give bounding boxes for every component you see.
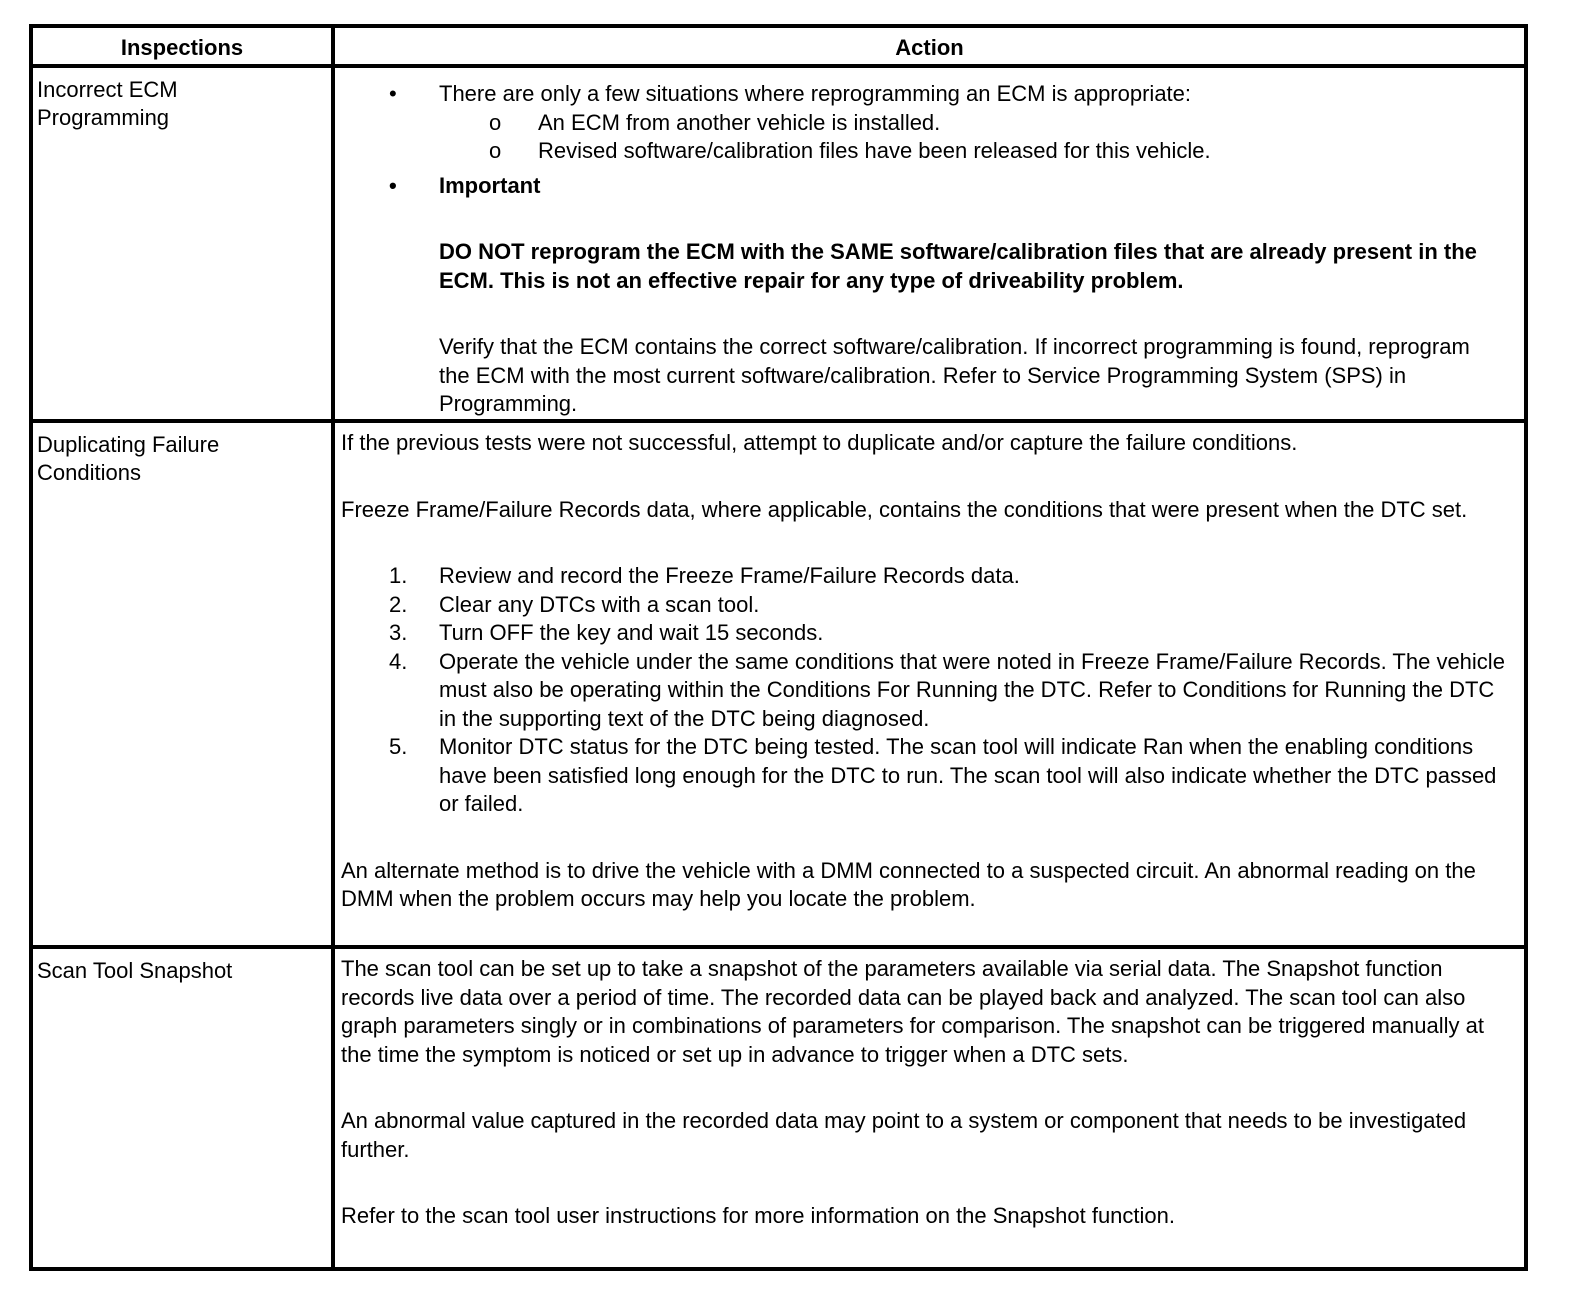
inspection-cell: Duplicating Failure Conditions [37, 432, 220, 485]
list-item [341, 562, 1518, 591]
bullet-icon: • [389, 172, 397, 198]
alternate-method-text: An alternate method is to drive the vehicle with a DMM connected to a suspected circuit. An abnormal reading on the DMM when the problem occurs may help you locate the problem. [341, 857, 1476, 911]
step-text: Review and record the Freeze Frame/Failure Records data. [439, 563, 1020, 588]
inspection-table [29, 24, 1528, 1271]
step-number: 3. [389, 620, 408, 645]
table-row [33, 68, 1524, 423]
header-inspections: Inspections [33, 28, 335, 64]
step-number: 5. [389, 734, 408, 759]
step-text: Clear any DTCs with a scan tool. [439, 591, 760, 617]
refer-text: Refer to the scan tool user instructions for more information on the Snapshot function. [341, 1203, 1176, 1228]
list-item [341, 619, 1518, 648]
step-number: 2. [389, 591, 408, 617]
important-text: DO NOT reprogram the ECM with the SAME software/calibration files that are already present in the ECM. This is not an effective repair for any type of driveability problem. [439, 239, 1477, 293]
intro-text: If the previous tests were not successful, attempt to duplicate and/or capture the failure conditions. [341, 430, 1298, 455]
inspection-cell: Scan Tool Snapshot [37, 958, 233, 983]
table-header-row [33, 28, 1524, 68]
list-item [341, 648, 1518, 734]
header-action: Action [895, 35, 964, 60]
step-text: Operate the vehicle under the same conditions that were noted in Freeze Frame/Failure Records. The vehicle must also be operating within the Conditions For Running the DTC. Refer to Conditions for Running the DTC in the supporting text of the DTC being diagnosed. [439, 648, 1505, 731]
list-item: o An ECM from another vehicle is installed. [335, 109, 1524, 138]
snapshot-text: The scan tool can be set up to take a snapshot of the parameters available via serial data. The Snapshot function records live data over a period of time. The recorded data can be played back and analyzed. The scan tool can also graph parameters singly or in combinations of parameters for comparison. The snapshot can be triggered manually at the time the symptom is noticed or set up in advance to trigger when a DTC sets. [341, 956, 1484, 1067]
freeze-frame-text: Freeze Frame/Failure Records data, where applicable, contains the conditions that were present when the DTC set. [341, 496, 1468, 522]
verify-text: Verify that the ECM contains the correct software/calibration. If incorrect programming is found, reprogram the ECM with the most current software/calibration. Refer to Service Programming System (SPS) in Programming. [439, 334, 1470, 416]
important-label: Important [439, 172, 541, 198]
action-cell [335, 68, 1524, 419]
inspection-cell: Incorrect ECM Programming [37, 77, 178, 130]
list-item: • There are only a few situations where reprogramming an ECM is appropriate: [335, 80, 1524, 109]
abnormal-value-text: An abnormal value captured in the recorded data may point to a system or component that needs to be investigated further. [341, 1108, 1467, 1162]
sub-bullet-icon: o [489, 109, 502, 135]
step-number: 4. [389, 648, 408, 674]
bullet-icon: • [389, 81, 397, 106]
table-row [33, 423, 1524, 949]
step-text: Turn OFF the key and wait 15 seconds. [439, 620, 824, 645]
step-text: Monitor DTC status for the DTC being tested. The scan tool will indicate Ran when the enabling conditions have been satisfied long enough for the DTC to run. The scan tool will also indicate whether the DTC passed or failed. [439, 734, 1497, 816]
sub-bullet-icon: o [489, 138, 502, 163]
step-number: 1. [389, 563, 408, 588]
list-item: o Revised software/calibration files have been released for this vehicle. [335, 137, 1524, 166]
table-row [33, 949, 1524, 1267]
steps-list [341, 562, 1518, 819]
action-cell [335, 423, 1524, 945]
list-item [335, 172, 1524, 201]
list-item [341, 733, 1518, 819]
list-item [341, 591, 1518, 620]
action-cell [335, 949, 1524, 1267]
